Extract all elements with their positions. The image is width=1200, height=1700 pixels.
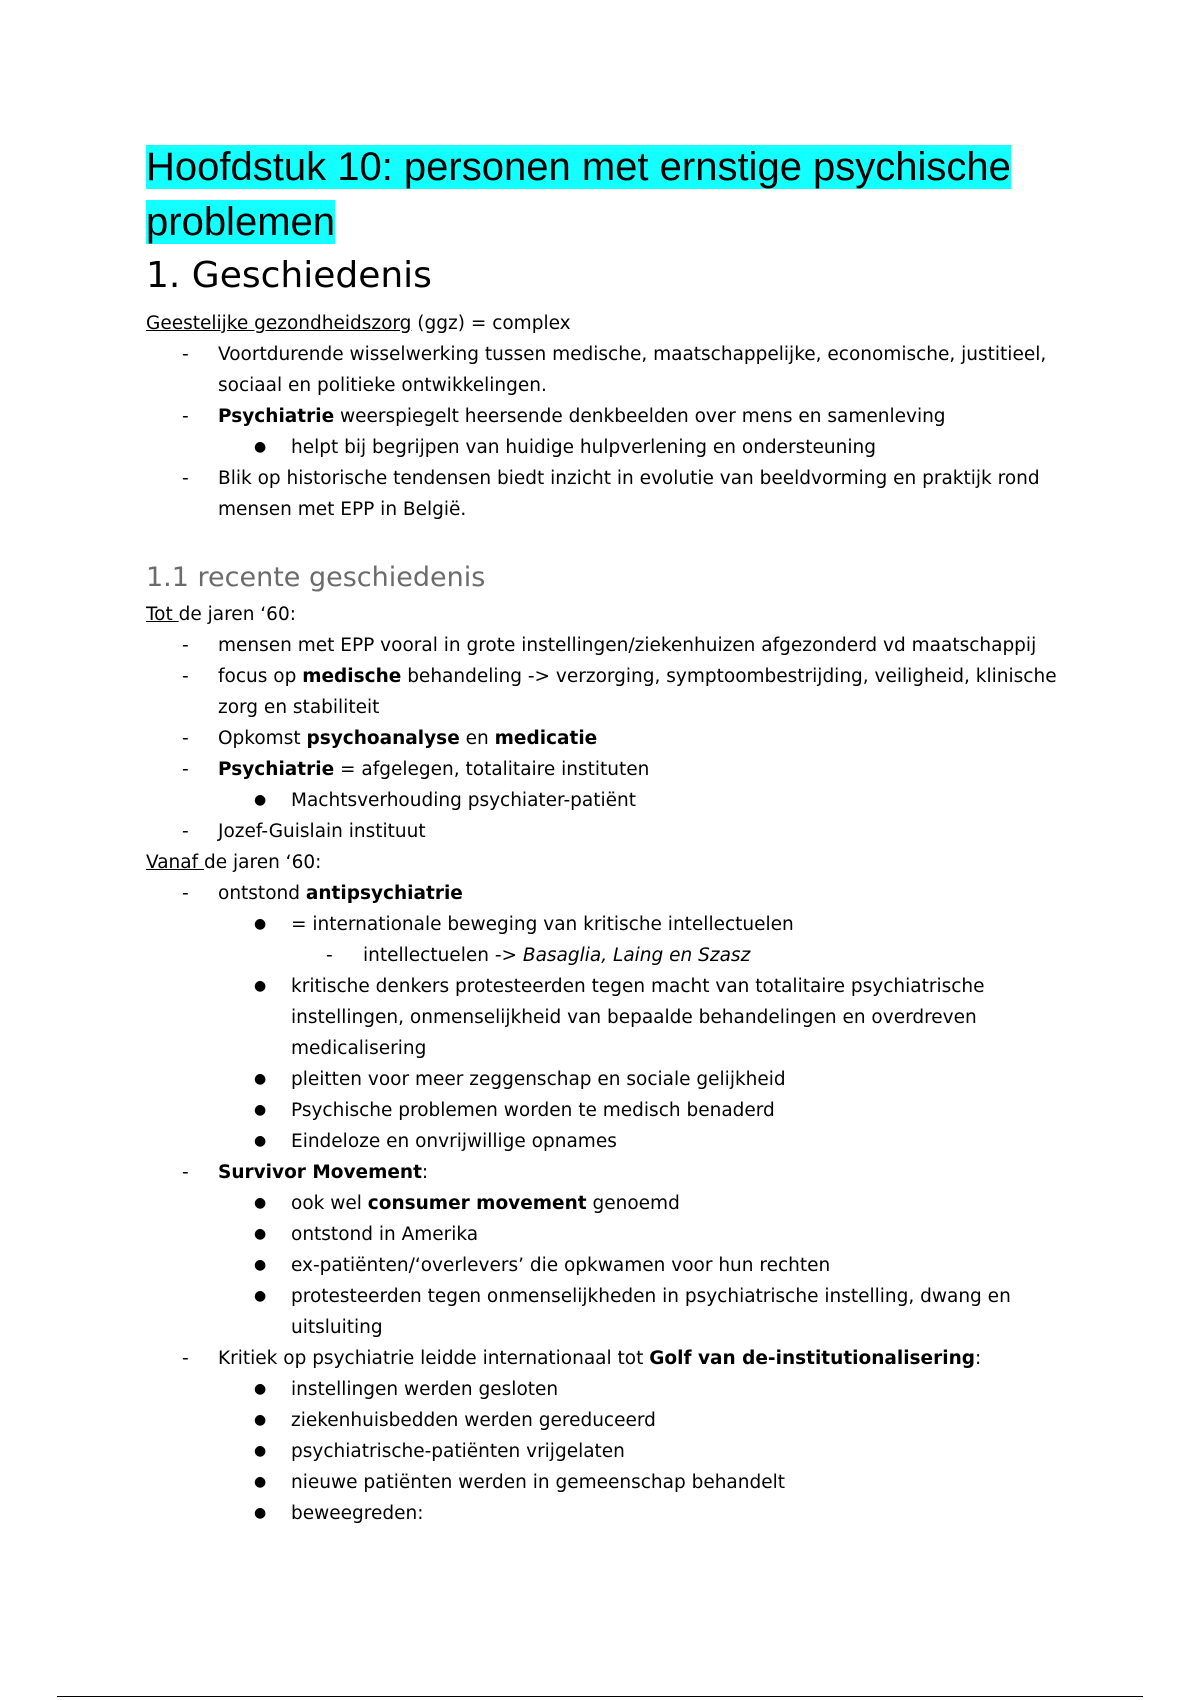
- list-item: ● ontstond in Amerika: [254, 1224, 479, 1245]
- chapter-title-line1: Hoofdstuk 10: personen met ernstige psychische: [146, 145, 1011, 189]
- list-item: ● kritische denkers protesteerden tegen macht van totalitaire psychiatrische instellingen, onmenselijkheid van bepaalde behandelingen en overdreven medicalisering: [254, 976, 985, 1059]
- list-item: - focus op medische behandeling -> verzorging, symptoombestrijding, veiligheid, klinische zorg en stabiliteit: [182, 666, 1057, 718]
- intro-line: Geestelijke gezondheidszorg (ggz) = complex: [146, 313, 571, 334]
- section-body-geschiedenis: [146, 308, 1076, 525]
- section-body-recente: [146, 599, 1076, 1529]
- list-item: - Blik op historische tendensen biedt inzicht in evolutie van beeldvorming en praktijk rond mensen met EPP in België.: [182, 468, 1040, 520]
- list-item: - Psychiatrie weerspiegelt heersende denkbeelden over mens en samenleving: [182, 406, 946, 427]
- list-item: ● Psychische problemen worden te medisch benaderd: [254, 1100, 775, 1121]
- list-item: ● helpt bij begrijpen van huidige hulpverlening en ondersteuning: [254, 437, 876, 458]
- list-item: - Psychiatrie = afgelegen, totalitaire instituten: [182, 759, 650, 780]
- list-item: ● Eindeloze en onvrijwillige opnames: [254, 1131, 617, 1152]
- list-item: ● pleitten voor meer zeggenschap en sociale gelijkheid: [254, 1069, 786, 1090]
- list-item: ● = internationale beweging van kritische intellectuelen: [254, 914, 794, 935]
- list-item: ● beweegreden:: [254, 1503, 424, 1524]
- list-item: - Opkomst psychoanalyse en medicatie: [182, 728, 598, 749]
- vanaf-line: Vanaf de jaren ‘60:: [146, 852, 322, 873]
- list-item: ● Machtsverhouding psychiater-patiënt: [254, 790, 636, 811]
- document-page: [146, 140, 1076, 1529]
- chapter-title: [146, 140, 1076, 250]
- chapter-title-line2: problemen: [146, 200, 336, 244]
- list-item: - Kritiek op psychiatrie leidde internationaal tot Golf van de-institutionalisering:: [182, 1348, 982, 1369]
- list-item: - Jozef-Guislain instituut: [182, 821, 426, 842]
- list-item: - Survivor Movement:: [182, 1162, 429, 1183]
- tot-line: Tot de jaren ‘60:: [146, 604, 296, 625]
- intro-list: [146, 339, 1076, 525]
- footer-rule: [57, 1696, 1143, 1697]
- list-item: ● ziekenhuisbedden werden gereduceerd: [254, 1410, 656, 1431]
- list-item: ● protesteerden tegen onmenselijkheden in psychiatrische instelling, dwang en uitsluiting: [254, 1286, 1011, 1338]
- list-item: - mensen met EPP vooral in grote instellingen/ziekenhuizen afgezonderd vd maatschappij: [182, 635, 1037, 656]
- list-item: - Voortdurende wisselwerking tussen medische, maatschappelijke, economische, justitieel, sociaal en politieke ontwikkelingen.: [182, 344, 1047, 396]
- list-item: ● instellingen werden gesloten: [254, 1379, 559, 1400]
- list-item: ● ook wel consumer movement genoemd: [254, 1193, 680, 1214]
- list-item: - intellectuelen -> Basaglia, Laing en Szasz: [326, 945, 751, 966]
- list-item: ● ex-patiënten/‘overlevers’ die opkwamen voor hun rechten: [254, 1255, 831, 1276]
- list-item: ● psychiatrische-patiënten vrijgelaten: [254, 1441, 625, 1462]
- section-heading-recente-geschiedenis: 1.1 recente geschiedenis: [146, 562, 486, 593]
- vanaf-list: [146, 878, 1076, 1529]
- tot-list: [146, 630, 1076, 847]
- section-heading-geschiedenis: 1. Geschiedenis: [146, 255, 432, 296]
- list-item: - ontstond antipsychiatrie: [182, 883, 463, 904]
- list-item: ● nieuwe patiënten werden in gemeenschap behandelt: [254, 1472, 786, 1493]
